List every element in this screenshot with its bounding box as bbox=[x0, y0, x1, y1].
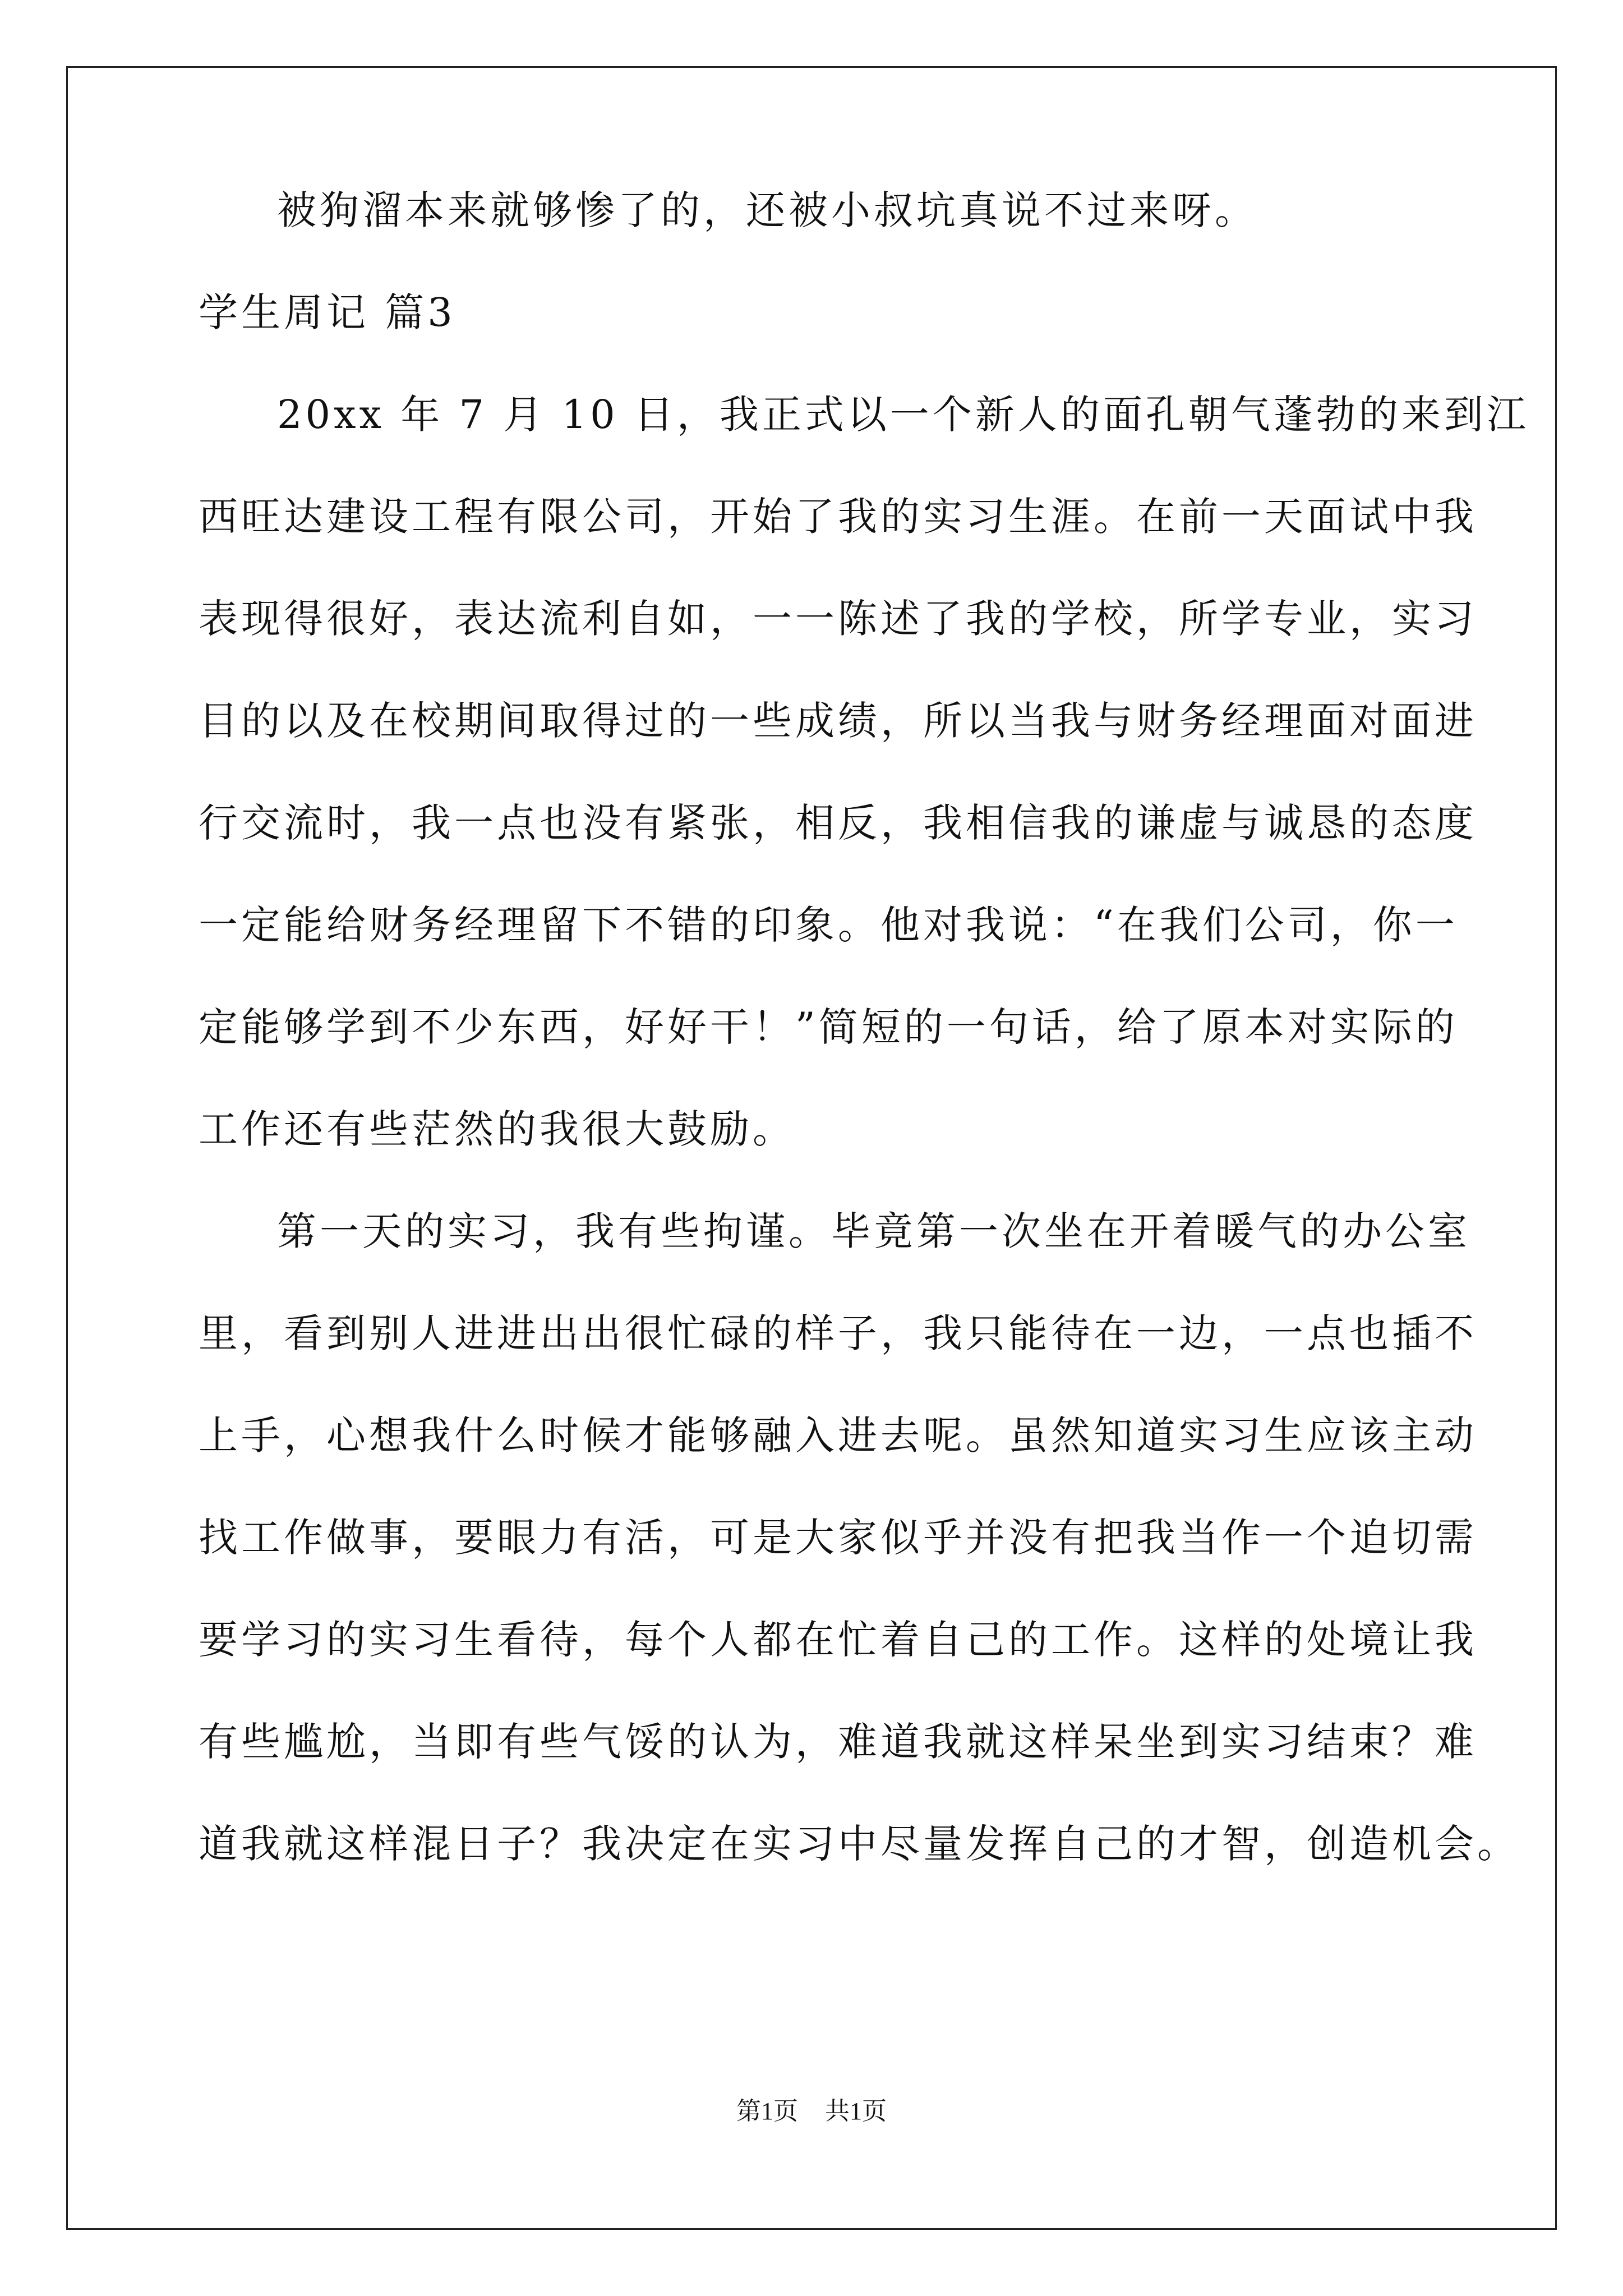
section-heading: 学生周记 篇3 bbox=[199, 289, 456, 335]
paragraph-line: 定能够学到不少东西，好好干！”简短的一句话，给了原本对实际的 bbox=[199, 1004, 1458, 1050]
paragraph-line: 第一天的实习，我有些拘谨。毕竟第一次坐在开着暖气的办公室 bbox=[277, 1208, 1470, 1254]
paragraph-line: 里，看到别人进进出出很忙碌的样子，我只能待在一边，一点也插不 bbox=[199, 1310, 1477, 1356]
paragraph-line: 上手，心想我什么时候才能够融入进去呢。虽然知道实习生应该主动 bbox=[199, 1412, 1477, 1458]
paragraph-line: 20xx 年 7 月 10 日，我正式以一个新人的面孔朝气蓬勃的来到江 bbox=[277, 392, 1529, 438]
paragraph-line: 道我就这样混日子？我决定在实习中尽量发挥自己的才智，创造机会。 bbox=[199, 1821, 1520, 1867]
paragraph-line: 找工作做事，要眼力有活，可是大家似乎并没有把我当作一个迫切需 bbox=[199, 1515, 1477, 1561]
paragraph-line: 一定能给财务经理留下不错的印象。他对我说：“在我们公司，你一 bbox=[199, 902, 1458, 948]
paragraph-line: 西旺达建设工程有限公司，开始了我的实习生涯。在前一天面试中我 bbox=[199, 494, 1477, 540]
document-body bbox=[199, 187, 1529, 1867]
paragraph-line: 表现得很好，表达流利自如，一一陈述了我的学校，所学专业，实习 bbox=[199, 596, 1477, 642]
paragraph-line: 工作还有些茫然的我很大鼓励。 bbox=[199, 1106, 795, 1152]
page-total: 共1页 bbox=[825, 2097, 887, 2125]
paragraph-line: 被狗溜本来就够惨了的，还被小叔坑真说不过来呀。 bbox=[277, 187, 1257, 233]
page-footer bbox=[0, 2098, 1623, 2125]
paragraph-line: 有些尴尬，当即有些气馁的认为，难道我就这样呆坐到实习结束？难 bbox=[199, 1719, 1477, 1765]
paragraph-line: 目的以及在校期间取得过的一些成绩，所以当我与财务经理面对面进 bbox=[199, 698, 1477, 744]
paragraph-line: 行交流时，我一点也没有紧张，相反，我相信我的谦虚与诚恳的态度 bbox=[199, 800, 1477, 846]
paragraph-line: 要学习的实习生看待，每个人都在忙着自己的工作。这样的处境让我 bbox=[199, 1617, 1477, 1663]
page-number: 第1页 bbox=[736, 2097, 798, 2125]
